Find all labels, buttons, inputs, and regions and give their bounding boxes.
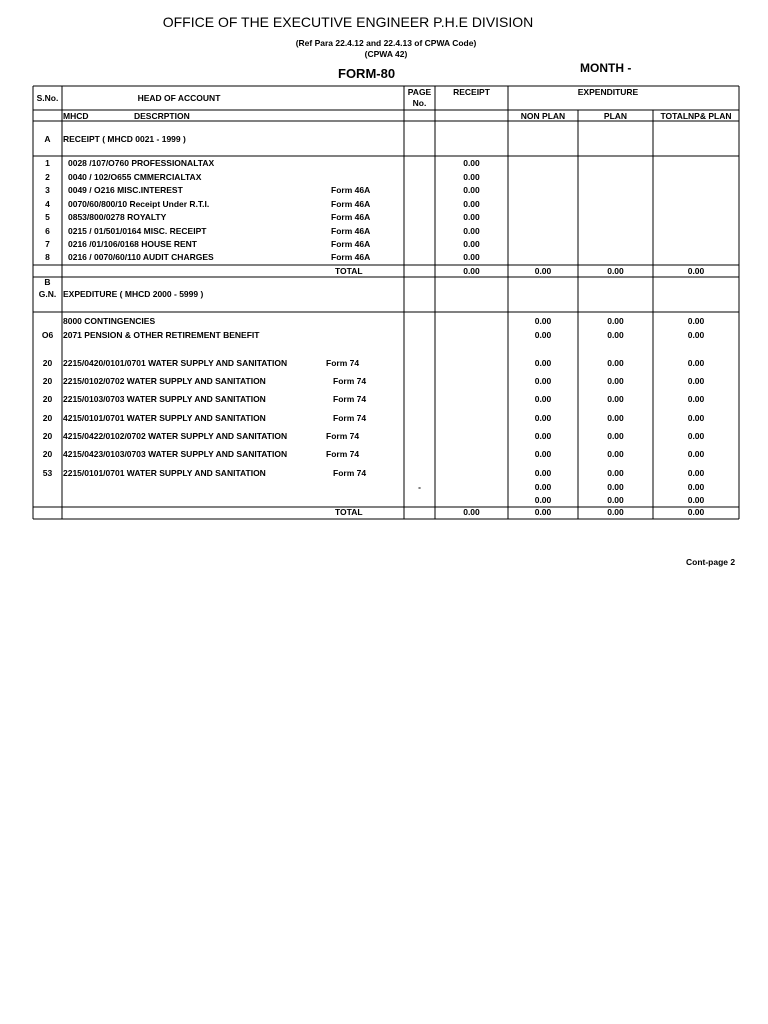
extra-row-total: 0.00 bbox=[687, 495, 705, 505]
receipt-row-description: 0216 /01/106/0168 HOUSE RENT bbox=[68, 239, 197, 249]
receipt-row-description: 0853/800/0278 ROYALTY bbox=[68, 212, 167, 222]
total-a-label: TOTAL bbox=[335, 266, 363, 276]
receipt-row-amount: 0.00 bbox=[463, 226, 480, 236]
expenditure-row-total: 0.00 bbox=[687, 316, 705, 326]
form-number: FORM-80 bbox=[338, 66, 396, 81]
expenditure-row-description: 2215/0101/0701 WATER SUPPLY AND SANITATION bbox=[63, 468, 266, 478]
expenditure-row-plan: 0.00 bbox=[607, 394, 624, 404]
reference-line-2: (CPWA 42) bbox=[364, 49, 408, 59]
expenditure-row-form: Form 74 bbox=[333, 468, 367, 478]
expenditure-row-description: 2215/0102/0702 WATER SUPPLY AND SANITATION bbox=[63, 376, 266, 386]
expenditure-row-description: 2215/0103/0703 WATER SUPPLY AND SANITATION bbox=[63, 394, 266, 404]
header-non-plan: NON PLAN bbox=[520, 111, 566, 121]
expenditure-row-description: 4215/0423/0103/0703 WATER SUPPLY AND SANITATION bbox=[63, 449, 288, 459]
expenditure-row-plan: 0.00 bbox=[607, 376, 624, 386]
expenditure-row-sno: 20 bbox=[42, 431, 53, 441]
expenditure-row-total: 0.00 bbox=[687, 431, 705, 441]
expenditure-row-total: 0.00 bbox=[687, 468, 705, 478]
section-b-code-gn: G.N. bbox=[38, 289, 57, 299]
total-b-receipt: 0.00 bbox=[463, 507, 480, 517]
receipt-row-form: Form 46A bbox=[331, 212, 371, 222]
receipt-row-form: Form 46A bbox=[331, 239, 371, 249]
header-mhcd: MHCD bbox=[63, 111, 89, 121]
expenditure-row-sno: O6 bbox=[41, 330, 54, 340]
receipt-row-form: Form 46A bbox=[331, 226, 371, 236]
receipt-row-description: 0215 / 01/501/0164 MISC. RECEIPT bbox=[68, 226, 207, 236]
expenditure-row-total: 0.00 bbox=[687, 330, 705, 340]
expenditure-row-plan: 0.00 bbox=[607, 468, 624, 478]
receipt-row-description: 0028 /107/O760 PROFESSIONALTAX bbox=[68, 158, 215, 168]
header-plan: PLAN bbox=[603, 111, 628, 121]
receipt-row-sno: 7 bbox=[45, 239, 50, 249]
expenditure-row-sno: 20 bbox=[42, 449, 53, 459]
total-a-receipt: 0.00 bbox=[463, 266, 480, 276]
reference-line-1: (Ref Para 22.4.12 and 22.4.13 of CPWA Code) bbox=[295, 38, 477, 48]
expenditure-row-non-plan: 0.00 bbox=[534, 358, 552, 368]
total-b-total: 0.00 bbox=[687, 507, 705, 517]
expenditure-row-description: 4215/0101/0701 WATER SUPPLY AND SANITATION bbox=[63, 413, 266, 423]
receipt-row-sno: 3 bbox=[45, 185, 50, 195]
expenditure-row-sno: 20 bbox=[42, 413, 53, 423]
office-title: OFFICE OF THE EXECUTIVE ENGINEER P.H.E DIVISION bbox=[162, 14, 534, 30]
expenditure-row-form: Form 74 bbox=[326, 449, 360, 459]
receipt-row-sno: 1 bbox=[45, 158, 50, 168]
header-page-no: No. bbox=[412, 98, 427, 108]
section-b-code: B bbox=[44, 277, 51, 287]
extra-row-plan: 0.00 bbox=[607, 482, 624, 492]
expenditure-row-sno: 53 bbox=[42, 468, 53, 478]
extra-row-total: 0.00 bbox=[687, 482, 705, 492]
expenditure-row-description: 2071 PENSION & OTHER RETIREMENT BENEFIT bbox=[63, 330, 260, 340]
total-b-non-plan: 0.00 bbox=[534, 507, 552, 517]
total-b-plan: 0.00 bbox=[607, 507, 624, 517]
header-total-np-plan: TOTALNP& PLAN bbox=[660, 111, 732, 121]
section-a-label: RECEIPT ( MHCD 0021 - 1999 ) bbox=[63, 134, 186, 144]
receipt-row-amount: 0.00 bbox=[463, 158, 480, 168]
extra-row-page: - bbox=[418, 482, 421, 492]
total-b-label: TOTAL bbox=[335, 507, 363, 517]
total-a-plan: 0.00 bbox=[607, 266, 624, 276]
expenditure-row-total: 0.00 bbox=[687, 376, 705, 386]
extra-row-non-plan: 0.00 bbox=[534, 482, 552, 492]
receipt-row-amount: 0.00 bbox=[463, 185, 480, 195]
section-a-code: A bbox=[44, 134, 51, 144]
expenditure-row-sno: 20 bbox=[42, 376, 53, 386]
extra-row-non-plan: 0.00 bbox=[534, 495, 552, 505]
expenditure-row-plan: 0.00 bbox=[607, 413, 624, 423]
expenditure-row-form: Form 74 bbox=[326, 358, 360, 368]
header-receipt: RECEIPT bbox=[453, 87, 490, 97]
expenditure-row-non-plan: 0.00 bbox=[534, 431, 552, 441]
expenditure-row-total: 0.00 bbox=[687, 413, 705, 423]
expenditure-row-sno: 20 bbox=[42, 394, 53, 404]
header-sno: S.No. bbox=[36, 93, 59, 103]
expenditure-row-non-plan: 0.00 bbox=[534, 468, 552, 478]
month-label: MONTH - bbox=[580, 61, 632, 75]
receipt-row-amount: 0.00 bbox=[463, 172, 480, 182]
expenditure-row-plan: 0.00 bbox=[607, 358, 624, 368]
receipt-row-sno: 8 bbox=[45, 252, 50, 262]
expenditure-row-form: Form 74 bbox=[333, 394, 367, 404]
expenditure-row-form: Form 74 bbox=[333, 413, 367, 423]
receipt-row-amount: 0.00 bbox=[463, 252, 480, 262]
expenditure-row-total: 0.00 bbox=[687, 394, 705, 404]
header-page: PAGE bbox=[407, 87, 432, 97]
expenditure-row-total: 0.00 bbox=[687, 449, 705, 459]
expenditure-row-plan: 0.00 bbox=[607, 330, 624, 340]
expenditure-row-non-plan: 0.00 bbox=[534, 413, 552, 423]
header-head-of-account: HEAD OF ACCOUNT bbox=[137, 93, 221, 103]
section-b-label: EXPEDITURE ( MHCD 2000 - 5999 ) bbox=[63, 289, 204, 299]
receipt-row-form: Form 46A bbox=[331, 252, 371, 262]
receipt-row-description: 0040 / 102/O655 CMMERCIALTAX bbox=[68, 172, 202, 182]
total-a-total: 0.00 bbox=[687, 266, 705, 276]
expenditure-row-plan: 0.00 bbox=[607, 449, 624, 459]
receipt-row-description: 0070/60/800/10 Receipt Under R.T.I. bbox=[68, 199, 210, 209]
receipt-row-amount: 0.00 bbox=[463, 212, 480, 222]
expenditure-row-non-plan: 0.00 bbox=[534, 330, 552, 340]
continuation-note: Cont-page 2 bbox=[686, 557, 736, 567]
header-description: DESCRPTION bbox=[134, 111, 190, 121]
expenditure-row-non-plan: 0.00 bbox=[534, 449, 552, 459]
receipt-row-form: Form 46A bbox=[331, 185, 371, 195]
receipt-row-amount: 0.00 bbox=[463, 239, 480, 249]
expenditure-row-description: 8000 CONTINGENCIES bbox=[63, 316, 156, 326]
expenditure-row-non-plan: 0.00 bbox=[534, 316, 552, 326]
expenditure-row-description: 4215/0422/0102/0702 WATER SUPPLY AND SANITATION bbox=[63, 431, 288, 441]
header-expenditure: EXPENDITURE bbox=[577, 87, 639, 97]
receipt-row-sno: 2 bbox=[45, 172, 50, 182]
expenditure-row-form: Form 74 bbox=[333, 376, 367, 386]
total-a-non-plan: 0.00 bbox=[534, 266, 552, 276]
expenditure-row-plan: 0.00 bbox=[607, 431, 624, 441]
expenditure-row-description: 2215/0420/0101/0701 WATER SUPPLY AND SANITATION bbox=[63, 358, 288, 368]
expenditure-row-form: Form 74 bbox=[326, 431, 360, 441]
receipt-row-amount: 0.00 bbox=[463, 199, 480, 209]
expenditure-row-sno: 20 bbox=[42, 358, 53, 368]
receipt-row-sno: 5 bbox=[45, 212, 50, 222]
receipt-row-description: 0216 / 0070/60/110 AUDIT CHARGES bbox=[68, 252, 214, 262]
expenditure-row-plan: 0.00 bbox=[607, 316, 624, 326]
receipt-row-sno: 6 bbox=[45, 226, 50, 236]
expenditure-row-total: 0.00 bbox=[687, 358, 705, 368]
expenditure-row-non-plan: 0.00 bbox=[534, 394, 552, 404]
receipt-row-description: 0049 / O216 MISC.INTEREST bbox=[68, 185, 183, 195]
expenditure-row-non-plan: 0.00 bbox=[534, 376, 552, 386]
extra-row-plan: 0.00 bbox=[607, 495, 624, 505]
receipt-row-sno: 4 bbox=[45, 199, 50, 209]
receipt-row-form: Form 46A bbox=[331, 199, 371, 209]
